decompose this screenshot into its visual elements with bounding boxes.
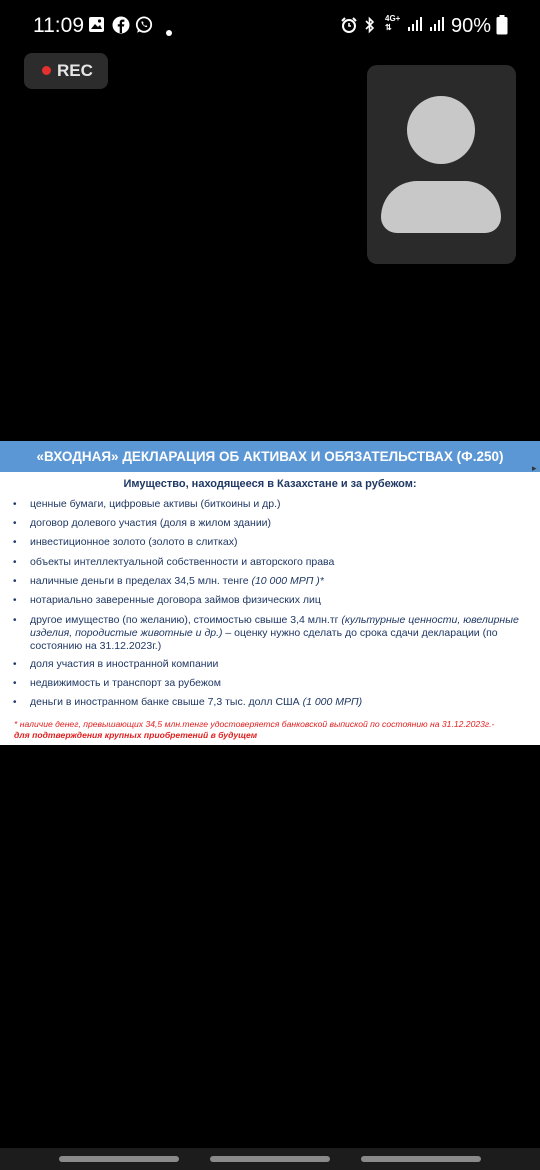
list-item-note: (10 000 МРП )* bbox=[251, 575, 324, 587]
avatar-body bbox=[381, 181, 501, 233]
bullet-icon: • bbox=[13, 595, 17, 606]
bullet-icon: • bbox=[13, 499, 17, 510]
bullet-icon: • bbox=[13, 557, 17, 568]
footnote-line-1: * наличие денег, превышающих 34,5 млн.тенге удостоверяется банковской выпиской по состоянию на 31.12.2023г.- bbox=[14, 719, 495, 729]
bluetooth-icon bbox=[364, 16, 376, 39]
list-item-text: другое имущество (по желанию), стоимостью свыше 3,4 млн.тг bbox=[30, 614, 342, 626]
list-item-text: доля участия в иностранной компании bbox=[30, 658, 219, 670]
navigation-bar bbox=[0, 1148, 540, 1170]
slide-title: «ВХОДНАЯ» ДЕКЛАРАЦИЯ ОБ АКТИВАХ И ОБЯЗАТЕЛЬСТВАХ (Ф.250) bbox=[36, 449, 504, 464]
recording-indicator[interactable] bbox=[24, 53, 108, 89]
bullet-icon: • bbox=[13, 518, 17, 529]
bullet-icon: • bbox=[13, 615, 17, 626]
recording-dot-icon bbox=[42, 66, 51, 75]
gallery-notification-icon bbox=[88, 16, 105, 38]
list-item-tail: – оценку нужно сделать до срока сдачи декларации (по состоянию на 31.12.2023г.) bbox=[30, 627, 498, 652]
bullet-icon: • bbox=[13, 678, 17, 689]
recording-label: REC bbox=[57, 61, 93, 80]
whatsapp-notification-icon bbox=[135, 16, 153, 39]
alarm-icon bbox=[340, 16, 358, 39]
list-item-note: (1 000 МРП) bbox=[302, 696, 363, 708]
list-item-text: объекты интеллектуальной собственности и авторского права bbox=[30, 556, 335, 568]
avatar-head bbox=[407, 96, 475, 164]
signal-strength-icon-sim2 bbox=[429, 16, 445, 37]
shared-screen-slide bbox=[0, 441, 540, 745]
footnote-line-2: для подтверждения крупных приобретений в будущем bbox=[14, 730, 258, 740]
mouse-cursor-icon: ▸ bbox=[532, 463, 537, 473]
list-item-text: деньги в иностранном банке свыше 7,3 тыс. долл США bbox=[30, 696, 303, 708]
recents-nav-button[interactable] bbox=[59, 1156, 179, 1162]
list-item-text: наличные деньги в пределах 34,5 млн. тенге bbox=[30, 575, 252, 587]
slide-header bbox=[0, 441, 540, 472]
battery-percentage: 90% bbox=[451, 15, 492, 37]
list-item-text: ценные бумаги, цифровые активы (биткоины и др.) bbox=[30, 498, 281, 510]
bullet-icon: • bbox=[13, 537, 17, 548]
signal-strength-icon-sim1 bbox=[407, 16, 423, 37]
home-nav-button[interactable] bbox=[210, 1156, 330, 1162]
data-arrows-icon: ⇅ bbox=[385, 23, 392, 32]
list-item-text: договор долевого участия (доля в жилом здании) bbox=[30, 517, 272, 529]
slide-footnote bbox=[14, 719, 529, 741]
battery-icon bbox=[496, 15, 508, 40]
bullet-icon: • bbox=[13, 659, 17, 670]
bullet-icon: • bbox=[13, 576, 17, 587]
list-item-note: (культурные ценности, ювелирные изделия, породистые животные и др.) bbox=[30, 614, 519, 639]
network-type-indicator: 4G+ ⇅ bbox=[385, 14, 401, 32]
status-bar bbox=[0, 0, 540, 52]
more-notifications-dot-icon bbox=[166, 23, 172, 41]
self-view-tile[interactable] bbox=[367, 65, 516, 264]
list-item-text: недвижимость и транспорт за рубежом bbox=[30, 677, 221, 689]
bullet-icon: • bbox=[13, 697, 17, 708]
slide-subtitle: Имущество, находящееся в Казахстане и за рубежом: bbox=[123, 478, 417, 490]
status-time: 11:09 bbox=[33, 14, 84, 37]
list-item-text: инвестиционное золото (золото в слитках) bbox=[30, 536, 238, 548]
facebook-notification-icon bbox=[112, 16, 130, 39]
back-nav-button[interactable] bbox=[361, 1156, 481, 1162]
list-item-text: нотариально заверенные договора займов физических лиц bbox=[30, 594, 321, 606]
